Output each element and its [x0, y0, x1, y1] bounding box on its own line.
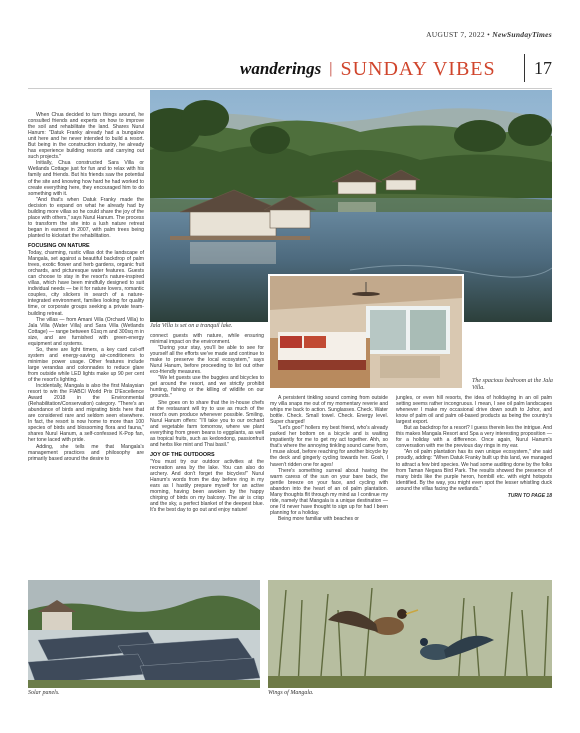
bedroom-caption-text: The spacious bedroom at the Jala Villa. — [472, 378, 553, 391]
paragraph: Adding, she tells me that Mangala's management practices and philosophy are primarily based around the desire to — [28, 443, 144, 462]
article-column-4 — [396, 395, 552, 499]
paragraph: There's something surreal about having the warm caress of the sun on your bare back, the gentle breeze on your face, and cycling with abandon into the heart of an oil palm plantation. Many thoughts flit through my mind as I continue my ride, namely that Mangala is a unique destination — one I'd never have thought to sign up for had I been planning for a holiday. — [270, 467, 388, 516]
section-separator: | — [329, 60, 333, 77]
paragraph: "During your stay, you'll be able to see for yourself all the efforts we've made and continue to make to preserve the local ecosystem," says Nurul Hanum, before proceeding to list out other eco-friendly measures. — [150, 345, 264, 376]
paragraph: Incidentally, Mangala is also the first Malaysian resort to win the FIABCI World Prix D'Excellence Award 2018 in the Environmental (Rehabilitation/Conservation) category. "There's an abundance of birds and migrating birds here that are considered rare and seldom seen elsewhere. In fact, the resort is now home to more than 100 species of birds and blossoming flora and fauna," shares Nurul Hanum, a self-confessed K-Pop fan, her tone laced with pride. — [28, 383, 144, 444]
solar-panels-image — [28, 580, 260, 688]
section-name: SUNDAY VIBES — [340, 57, 496, 80]
paragraph: So, there are light timers, a key card cut-off system and energy-saving air-conditioners to minimise power usage. Other features include large verandas and colonnades to reduce glare from outside while LED lights make up 90 per cent of the resort's lighting. — [28, 346, 144, 384]
subheading: FOCUSING ON NATURE — [28, 242, 90, 249]
paragraph: But as backdrop for a resort? I guess therein lies the intrigue. And this makes Mangala Resort and Spa a very interesting proposition — for a holiday with a difference. Once again, Nurul Hanum's conversation with me the previous day rings in my ear. — [396, 425, 552, 450]
paragraph: "We let guests use the buggies and bicycles to get around the resort, and we strictly prohibit hunting, fishing or the killing of wildlife on our grounds." — [150, 375, 264, 400]
section-tag: wanderings — [240, 59, 322, 78]
paragraph: jungles, or even hill resorts, the idea of holidaying in an oil palm setting seems rather incongruous. I mean, I see oil palm landscapes whenever I make my occasional drive down south to Johor, and know of palm oil and palm oil-based products as being the country's largest export. — [396, 395, 552, 426]
header-rule — [28, 88, 552, 89]
solar-caption: Solar panels. — [28, 690, 60, 696]
paragraph: The villas — from Amani Villa (Orchard Villa) to Jala Villa (Water Villa) and Sara Villa (Wetlands Cottage) — range between 61sq m and 300sq m in size, and are furnished with green-energy equipment and systems. — [28, 316, 144, 347]
bedroom-caption — [472, 378, 554, 392]
article-column-3 — [270, 395, 388, 522]
bedroom-image — [270, 276, 462, 388]
section-header — [240, 52, 552, 86]
paragraph: Today, charming, rustic villas dot the landscape of Mangala, set against a beautiful backdrop of palm trees, exotic flower and herb gardens, organic fruit orchards, and picturesque water features. Guests can choose to stay in the resort's nature-inspired villas, which have been mindfully designed to suit individual needs — be it for nature lovers, romantic couples, city slickers in search of a nature-integrated environment, families looking for quality time, or corporate groups seeking a private team-building retreat. — [28, 250, 144, 317]
paragraph: She goes on to share that the in-house chefs at the restaurant will try to use as much of the resort's own produce whenever possible. Smiling, Nurul Hanum offers: "I'll take you to our orchard and vegetable farm tomorrow, where we plant everything from green beans to eggplants, as well as tropical fruits, such as kedondong, passionfruit and herbs like mint and Thai basil." — [150, 399, 264, 448]
paragraph: connect guests with nature, while ensuring minimal impact on the environment. — [150, 333, 264, 346]
bedroom-photo — [268, 274, 464, 390]
masthead-date — [426, 30, 552, 39]
paragraph: "And that's when Datuk Franky made the decision to expand on what he already had by building more villas so he could share the joy of the place with others," says Nurul Hanum. The process to transform the site into a lush nature retreat began in earnest in 2007, with palm trees being planted to kickstart the rehabilitation. — [28, 196, 144, 239]
birds-image — [268, 580, 552, 688]
paragraph: When Chua decided to turn things around, he consulted friends and experts on how to improve the soil and rehabilitate the land. Shares Nurul Hanum: "Datuk Franky already had a bungalow unit here and he never intended to build a resort. But being in the construction industry, he already has experience building resorts and carrying out such projects." — [28, 112, 144, 161]
birds-caption: Wings of Mangala. — [268, 690, 314, 696]
article-column-2 — [150, 333, 264, 513]
birds-photo — [268, 580, 552, 688]
turn-to-page: TURN TO PAGE 18 — [507, 492, 552, 499]
issue-date: AUGUST 7, 2022 • — [426, 30, 491, 39]
solar-panels-photo — [28, 580, 260, 688]
paragraph: "An oil palm plantation has its own unique ecosystem," she said proudly, adding: "When Datuk Franky built up this land, we managed to attract a few bird species. We had some auditing done by the folks from Taman Negara Bird Park. The results showed the presence of many birds like the purple heron, hornbill etc. with eight hotspots identified. By the way, you might even spot the lesser whistling duck around the villas facing the wetlands." — [396, 449, 552, 492]
paragraph: "You must try our outdoor activities at the recreation area by the lake. You can also do archery. And don't forget the bicycles!" Nurul Hanum's words from the day before ring in my ears as I hastily prepare myself for an active morning, having been awoken by the happy chirping of birds on my balcony. The air is crisp and the sky, a perfect blanket of the deepest blue. It's the best day to go out and enjoy nature! — [150, 458, 264, 514]
newspaper-name: NewSundayTimes — [492, 30, 552, 39]
main-photo-caption: Jala Villa is set on a tranquil lake. — [150, 323, 233, 329]
paragraph: A persistent tinkling sound coming from outside my villa snaps me out of my momentary reverie and whips me back to action. Sunglasses. Check. Water bottle. Check. Small towel. Check. Energy level. Super charged! — [270, 395, 388, 426]
paragraph: "Let's goo!" hollers my best friend, who's already parked her bottom on a bicycle and is waiting impatiently for me to get my act together. Ahh, so that's where the annoying tinkling sound came from, I muse aloud, before reaching for another bicycle by the deck and gingerly cycling towards her. Gosh, I haven't ridden one for ages! — [270, 425, 388, 468]
subheading: JOY OF THE OUTDOORS — [150, 451, 215, 458]
paragraph: Being more familiar with beaches or — [278, 515, 359, 522]
page-number: 17 — [524, 54, 552, 82]
article-column-1 — [28, 112, 144, 462]
paragraph: Initially, Chua constructed Sara Villa or Wetlands Cottage just for fun and to relax with his family and friends. But his friends saw the potential of the site and knowing how hard he had worked to create everything here, they encouraged him to do something with it. — [28, 160, 144, 197]
